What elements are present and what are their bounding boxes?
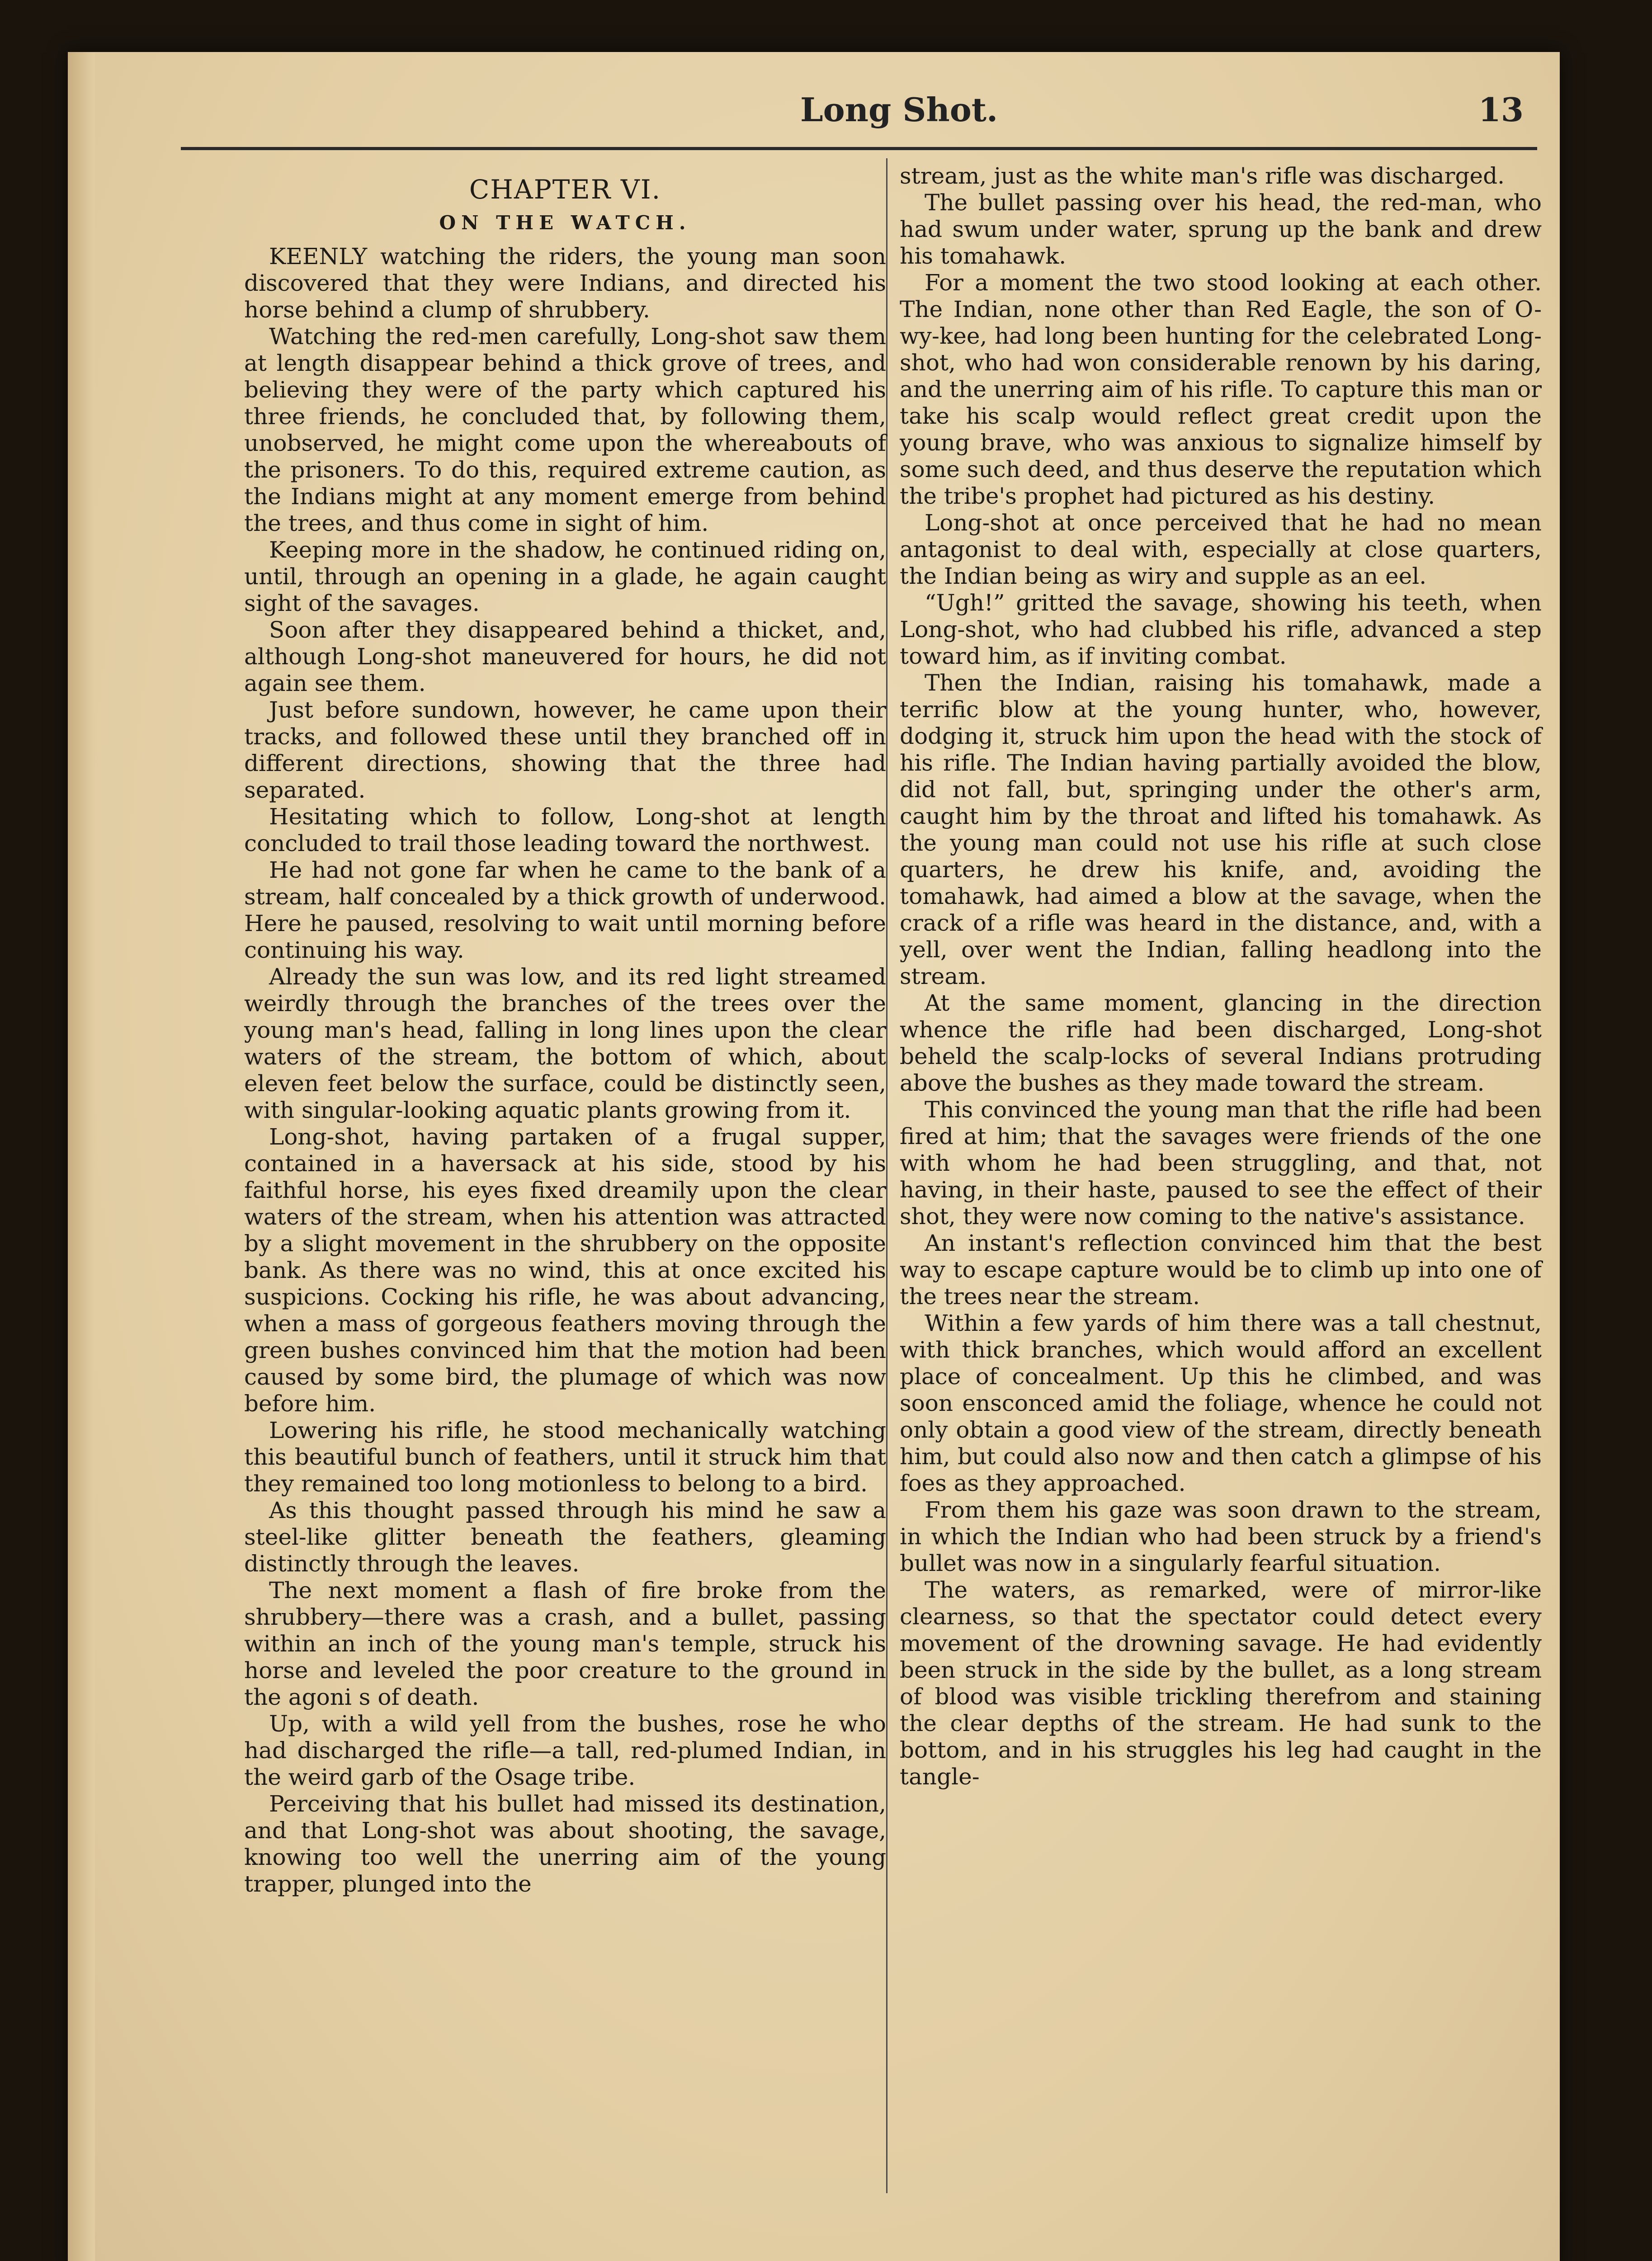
chapter-number: CHAPTER VI. — [469, 174, 661, 205]
right-column — [900, 163, 1542, 1790]
paragraph: Within a few yards of him there was a tall chestnut, with thick branches, which would afford an excellent place of concealment. Up this he climbed, and was soon ensconced amid the foliage, whence he could not only obtain a good view of the stream, directly beneath him, but could also now and then catch a glimpse of his foes as they approached. — [900, 1310, 1542, 1496]
paragraph: Then the Indian, raising his tomahawk, made a terrific blow at the young hunter, who, however, dodging it, struck him upon the head with the stock of his rifle. The Indian having partially avoided the blow, did not fall, but, springing under the other's arm, caught him by the throat and lifted his tomahawk. As the young man could not use his rifle at such close quarters, he drew his knife, and, avoiding the tomahawk, had aimed a blow at the savage, when the crack of a rifle was heard in the distance, and, with a yell, over went the Indian, falling headlong into the stream. — [900, 670, 1542, 989]
paragraph: Long-shot at once perceived that he had no mean antagonist to deal with, especially at close quarters, the Indian being as wiry and supple as an eel. — [900, 510, 1542, 589]
paragraph: Hesitating which to follow, Long-shot at length concluded to trail those leading toward the northwest. — [244, 804, 886, 856]
running-header — [199, 90, 1524, 145]
paragraph: At the same moment, glancing in the direction whence the rifle had been discharged, Long-shot beheld the scalp-locks of several Indians protruding above the bushes as they made toward the stream. — [900, 990, 1542, 1096]
paragraph: Perceiving that his bullet had missed its destination, and that Long-shot was about shooting, the savage, knowing too well the unerring aim of the young trapper, plunged into the — [244, 1791, 886, 1897]
chapter-title: ON THE WATCH. — [439, 212, 691, 234]
running-title: Long Shot. — [800, 90, 998, 129]
paragraph: The waters, as remarked, were of mirror-like clearness, so that the spectator could detect every movement of the drowning savage. He had evidently been struck in the side by the bullet, as a long stream of blood was visible trickling therefrom and staining the clear depths of the stream. He had sunk to the bottom, and in his struggles his leg had caught in the tangle- — [900, 1577, 1542, 1790]
paragraph: An instant's reflection convinced him that the best way to escape capture would be to climb up into one of the trees near the stream. — [900, 1230, 1542, 1310]
paragraph: Watching the red-men carefully, Long-shot saw them at length disappear behind a thick grove of trees, and believing they were of the party which captured his three friends, he concluded that, by following them, unobserved, he might come upon the whereabouts of the prisoners. To do this, required extreme caution, as the Indians might at any moment emerge from behind the trees, and thus come in sight of him. — [244, 323, 886, 536]
paragraph: Keeping more in the shadow, he continued riding on, until, through an opening in a glade, he again caught sight of the savages. — [244, 537, 886, 616]
paragraph: The bullet passing over his head, the red-man, who had swum under water, sprung up the bank and drew his tomahawk. — [900, 189, 1542, 269]
header-rule — [181, 147, 1537, 150]
column-divider — [886, 158, 887, 2193]
paragraph: Just before sundown, however, he came upon their tracks, and followed these until they branched off in different directions, showing that the three had separated. — [244, 697, 886, 803]
paragraph: Soon after they disappeared behind a thicket, and, although Long-shot maneuvered for hours, he did not again see them. — [244, 617, 886, 696]
paragraph: Up, with a wild yell from the bushes, rose he who had discharged the rifle—a tall, red-plumed Indian, in the weird garb of the Osage tribe. — [244, 1711, 886, 1790]
page-number: 13 — [1478, 90, 1524, 129]
paragraph: KEENLY watching the riders, the young man soon discovered that they were Indians, and directed his horse behind a clump of shrubbery. — [244, 243, 886, 323]
paragraph-continued: stream, just as the white man's rifle was discharged. — [900, 163, 1505, 189]
page-gutter — [68, 52, 95, 2261]
paragraph: Long-shot, having partaken of a frugal supper, contained in a haversack at his side, stood by his faithful horse, his eyes fixed dreamily upon the clear waters of the stream, when his attention was attracted by a slight movement in the shrubbery on the opposite bank. As there was no wind, this at once excited his suspicions. Cocking his rifle, he was about advancing, when a mass of gorgeous feathers moving through the green bushes convinced him that the motion had been caused by some bird, the plumage of which was now before him. — [244, 1124, 886, 1417]
paragraph: Lowering his rifle, he stood mechanically watching this beautiful bunch of feathers, until it struck him that they remained too long motionless to belong to a bird. — [244, 1417, 886, 1497]
paragraph: For a moment the two stood looking at each other. The Indian, none other than Red Eagle, the son of O-wy-kee, had long been hunting for the celebrated Long-shot, who had won considerable renown by his daring, and the unerring aim of his rifle. To capture this man or take his scalp would reflect great credit upon the young brave, who was anxious to signalize himself by some such deed, and thus deserve the reputation which the tribe's prophet had pictured as his destiny. — [900, 270, 1542, 509]
paragraph: This convinced the young man that the rifle had been fired at him; that the savages were friends of the one with whom he had been struggling, and that, not having, in their haste, paused to see the effect of their shot, they were now coming to the native's assistance. — [900, 1097, 1542, 1230]
paragraph: Already the sun was low, and its red light streamed weirdly through the branches of the trees over the young man's head, falling in long lines upon the clear waters of the stream, the bottom of which, about eleven feet below the surface, could be distinctly seen, with singular-looking aquatic plants growing from it. — [244, 964, 886, 1123]
paragraph: “Ugh!” gritted the savage, showing his teeth, when Long-shot, who had clubbed his rifle, advanced a step toward him, as if inviting combat. — [900, 590, 1542, 669]
paragraph: As this thought passed through his mind he saw a steel-like glitter beneath the feathers, gleaming distinctly through the leaves. — [244, 1497, 886, 1577]
left-column — [244, 163, 886, 1897]
paragraph: He had not gone far when he came to the bank of a stream, half concealed by a thick growth of underwood. Here he paused, resolving to wait until morning before continuing his way. — [244, 857, 886, 963]
paragraph: From them his gaze was soon drawn to the stream, in which the Indian who had been struck by a friend's bullet was now in a singularly fearful situation. — [900, 1497, 1542, 1576]
paragraph: The next moment a flash of fire broke from the shrubbery—there was a crash, and a bullet, passing within an inch of the young man's temple, struck his horse and leveled the poor creature to the ground in the agoni s of death. — [244, 1577, 886, 1710]
